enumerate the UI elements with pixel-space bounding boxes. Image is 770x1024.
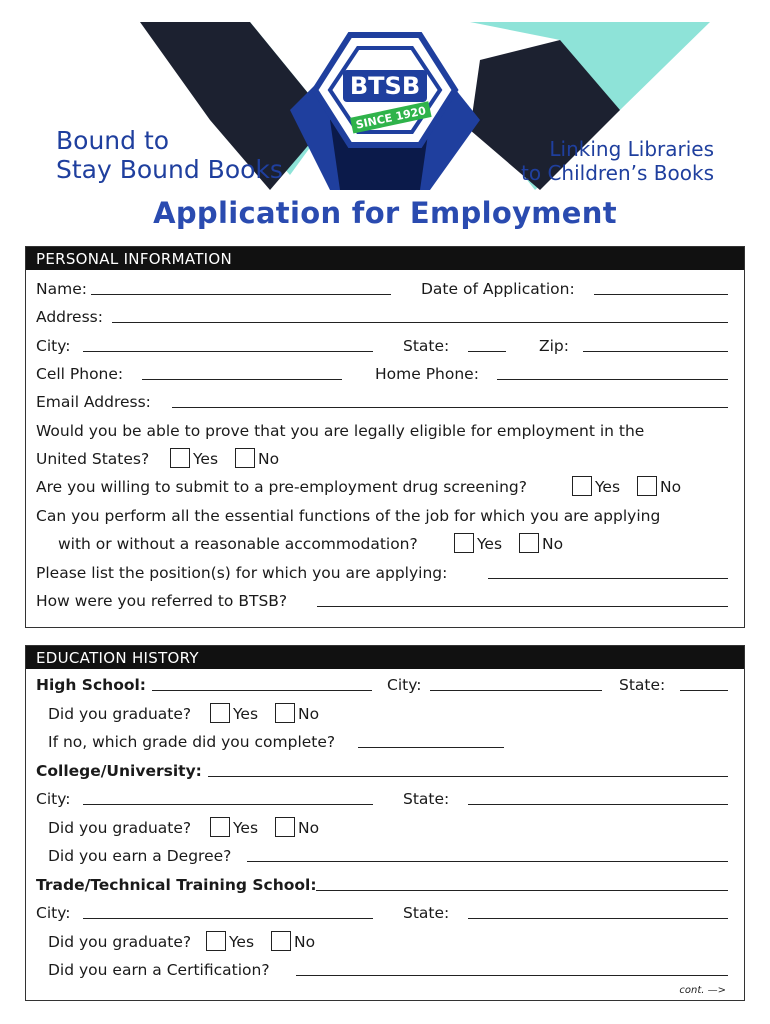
name-field[interactable] [91,294,391,295]
college-field[interactable] [208,776,728,777]
trade-city-label: City: [36,904,71,922]
no-label: No [659,478,682,496]
eligibility-question-text-2: United States? [36,450,150,468]
date-field[interactable] [594,294,728,295]
high-school-state-field[interactable] [680,690,728,691]
certification-row [36,958,736,982]
city-field[interactable] [83,351,373,352]
state-label: State: [403,337,450,355]
drug-screening-options [572,475,693,499]
graduate-options [210,816,331,840]
home-phone-field[interactable] [497,379,728,380]
referred-label: How were you referred to BTSB? [36,592,288,610]
referred-field[interactable] [317,606,728,607]
eligibility-options [170,447,291,471]
eligible-yes-checkbox[interactable] [170,448,190,468]
brand-tagline [521,137,714,185]
city-state-zip-row [36,334,736,358]
hs-graduate-yes-checkbox[interactable] [210,703,230,723]
address-label: Address: [36,308,103,326]
address-row [36,305,736,329]
logo-ribbon-text: SINCE 1920 [354,104,428,132]
high-school-state-label: State: [619,676,666,694]
trade-city-state-row [36,901,736,925]
high-school-graduate-row [36,702,736,726]
cell-phone-field[interactable] [142,379,342,380]
no-label: No [541,535,564,553]
functions-no-checkbox[interactable] [519,533,539,553]
graduate-question: Did you graduate? [48,705,192,723]
yes-label: Yes [233,819,259,837]
date-label: Date of Application: [421,280,575,298]
phone-row [36,362,736,386]
no-label: No [297,705,320,723]
no-label: No [297,819,320,837]
college-row [36,759,736,783]
yes-label: Yes [233,705,259,723]
college-city-label: City: [36,790,71,808]
section-heading: EDUCATION HISTORY [26,646,744,669]
yes-label: Yes [193,450,219,468]
college-state-label: State: [403,790,450,808]
referred-row [36,589,736,613]
college-city-field[interactable] [83,804,373,805]
btsb-logo [315,35,455,145]
zip-label: Zip: [539,337,569,355]
section-heading: PERSONAL INFORMATION [26,247,744,270]
trade-city-field[interactable] [83,918,373,919]
eligibility-question-text: Would you be able to prove that you are legally eligible for employment in the [36,422,645,440]
name-row [36,277,736,301]
city-label: City: [36,337,71,355]
degree-question: Did you earn a Degree? [48,847,232,865]
yes-label: Yes [229,933,255,951]
name-label: Name: [36,280,87,298]
grade-question: If no, which grade did you complete? [48,733,336,751]
degree-field[interactable] [247,861,728,862]
email-row [36,390,736,414]
graduate-question: Did you graduate? [48,933,192,951]
graduate-question: Did you graduate? [48,819,192,837]
hs-graduate-no-checkbox[interactable] [275,703,295,723]
trade-graduate-row [36,930,736,954]
graduate-options [210,702,331,726]
email-label: Email Address: [36,393,151,411]
graduate-options [206,930,327,954]
address-field[interactable] [112,322,728,323]
certification-question: Did you earn a Certification? [48,961,270,979]
brand-line-1: Bound to [56,126,170,155]
trade-school-row [36,873,736,897]
drug-screening-question: Are you willing to submit to a pre-employment drug screening? [36,478,527,496]
brand-name [56,126,283,184]
high-school-city-field[interactable] [430,690,602,691]
college-graduate-no-checkbox[interactable] [275,817,295,837]
tagline-line-2: to Children’s Books [521,161,714,185]
tagline-line-1: Linking Libraries [549,137,714,161]
drug-no-checkbox[interactable] [637,476,657,496]
education-history-section [25,645,745,1001]
degree-row [36,844,736,868]
functions-yes-checkbox[interactable] [454,533,474,553]
positions-label: Please list the position(s) for which you are applying: [36,564,448,582]
functions-question-text-2: with or without a reasonable accommodation? [58,535,418,553]
yes-label: Yes [477,535,503,553]
email-field[interactable] [172,407,728,408]
college-graduate-row [36,816,736,840]
college-city-state-row [36,787,736,811]
no-label: No [257,450,280,468]
high-school-city-label: City: [387,676,422,694]
positions-field[interactable] [488,578,728,579]
grade-field[interactable] [358,747,504,748]
high-school-label: High School: [36,676,147,694]
functions-question-line2 [36,532,736,556]
brand-line-2: Stay Bound Books [56,155,283,184]
drug-yes-checkbox[interactable] [572,476,592,496]
drug-screening-row [36,475,736,499]
trade-graduate-no-checkbox[interactable] [271,931,291,951]
eligibility-question-line2 [36,447,736,471]
trade-school-label: Trade/Technical Training School: [36,876,317,894]
certification-field[interactable] [296,975,728,976]
positions-row [36,561,736,585]
college-label: College/University: [36,762,202,780]
cell-phone-label: Cell Phone: [36,365,124,383]
grade-row [36,730,736,754]
yes-label: Yes [595,478,621,496]
eligibility-question-line1 [36,419,736,443]
functions-question-text: Can you perform all the essential functions of the job for which you are applying [36,507,661,525]
continued-note: cont. —> [679,985,726,996]
eligible-no-checkbox[interactable] [235,448,255,468]
college-state-field[interactable] [468,804,728,805]
trade-school-field[interactable] [316,890,728,891]
trade-graduate-yes-checkbox[interactable] [206,931,226,951]
no-label: No [293,933,316,951]
zip-field[interactable] [583,351,728,352]
state-field[interactable] [468,351,506,352]
high-school-field[interactable] [152,690,372,691]
high-school-row [36,673,736,697]
personal-information-section [25,246,745,628]
trade-state-field[interactable] [468,918,728,919]
functions-options [454,532,575,556]
functions-question-line1 [36,504,736,528]
college-graduate-yes-checkbox[interactable] [210,817,230,837]
logo-text: BTSB [349,72,421,100]
page-title: Application for Employment [153,196,617,230]
home-phone-label: Home Phone: [375,365,479,383]
trade-state-label: State: [403,904,450,922]
